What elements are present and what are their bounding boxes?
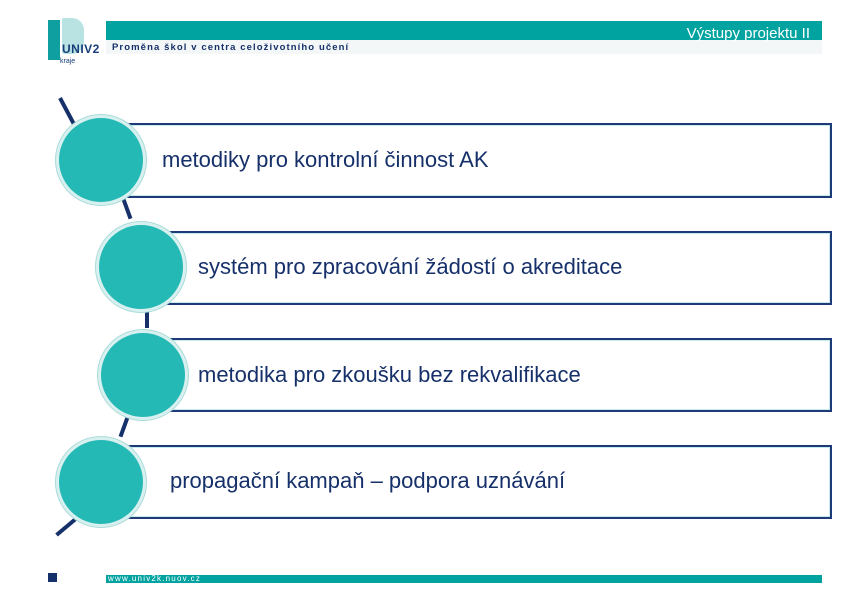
project-subtitle: Proměna škol v centra celoživotního učení — [112, 42, 350, 53]
footer-square — [48, 573, 57, 582]
logo-subtext: kraje — [60, 58, 76, 65]
item-circle — [56, 437, 146, 527]
item-circle — [98, 330, 188, 420]
footer-url[interactable]: www.univ2k.nuov.cz — [108, 574, 202, 583]
slide-title: Výstupy projektu II — [686, 25, 810, 42]
list-item-label: metodiky pro kontrolní činnost AK — [162, 147, 489, 172]
list-item-label: metodika pro zkoušku bez rekvalifikace — [198, 362, 581, 387]
connector-line — [121, 197, 132, 219]
header-bar — [106, 21, 822, 54]
footer-bar — [106, 575, 822, 583]
list-item-label: propagační kampaň – podpora uznávání — [170, 468, 566, 493]
connector-line — [58, 97, 76, 125]
logo-text: UNIV2 — [62, 42, 100, 56]
logo-square — [48, 20, 60, 60]
univ2-logo — [48, 18, 106, 65]
item-circle — [96, 222, 186, 312]
item-circle — [56, 115, 146, 205]
list-item-label: systém pro zpracování žádostí o akreditace — [198, 254, 623, 279]
connector-line — [119, 415, 130, 437]
